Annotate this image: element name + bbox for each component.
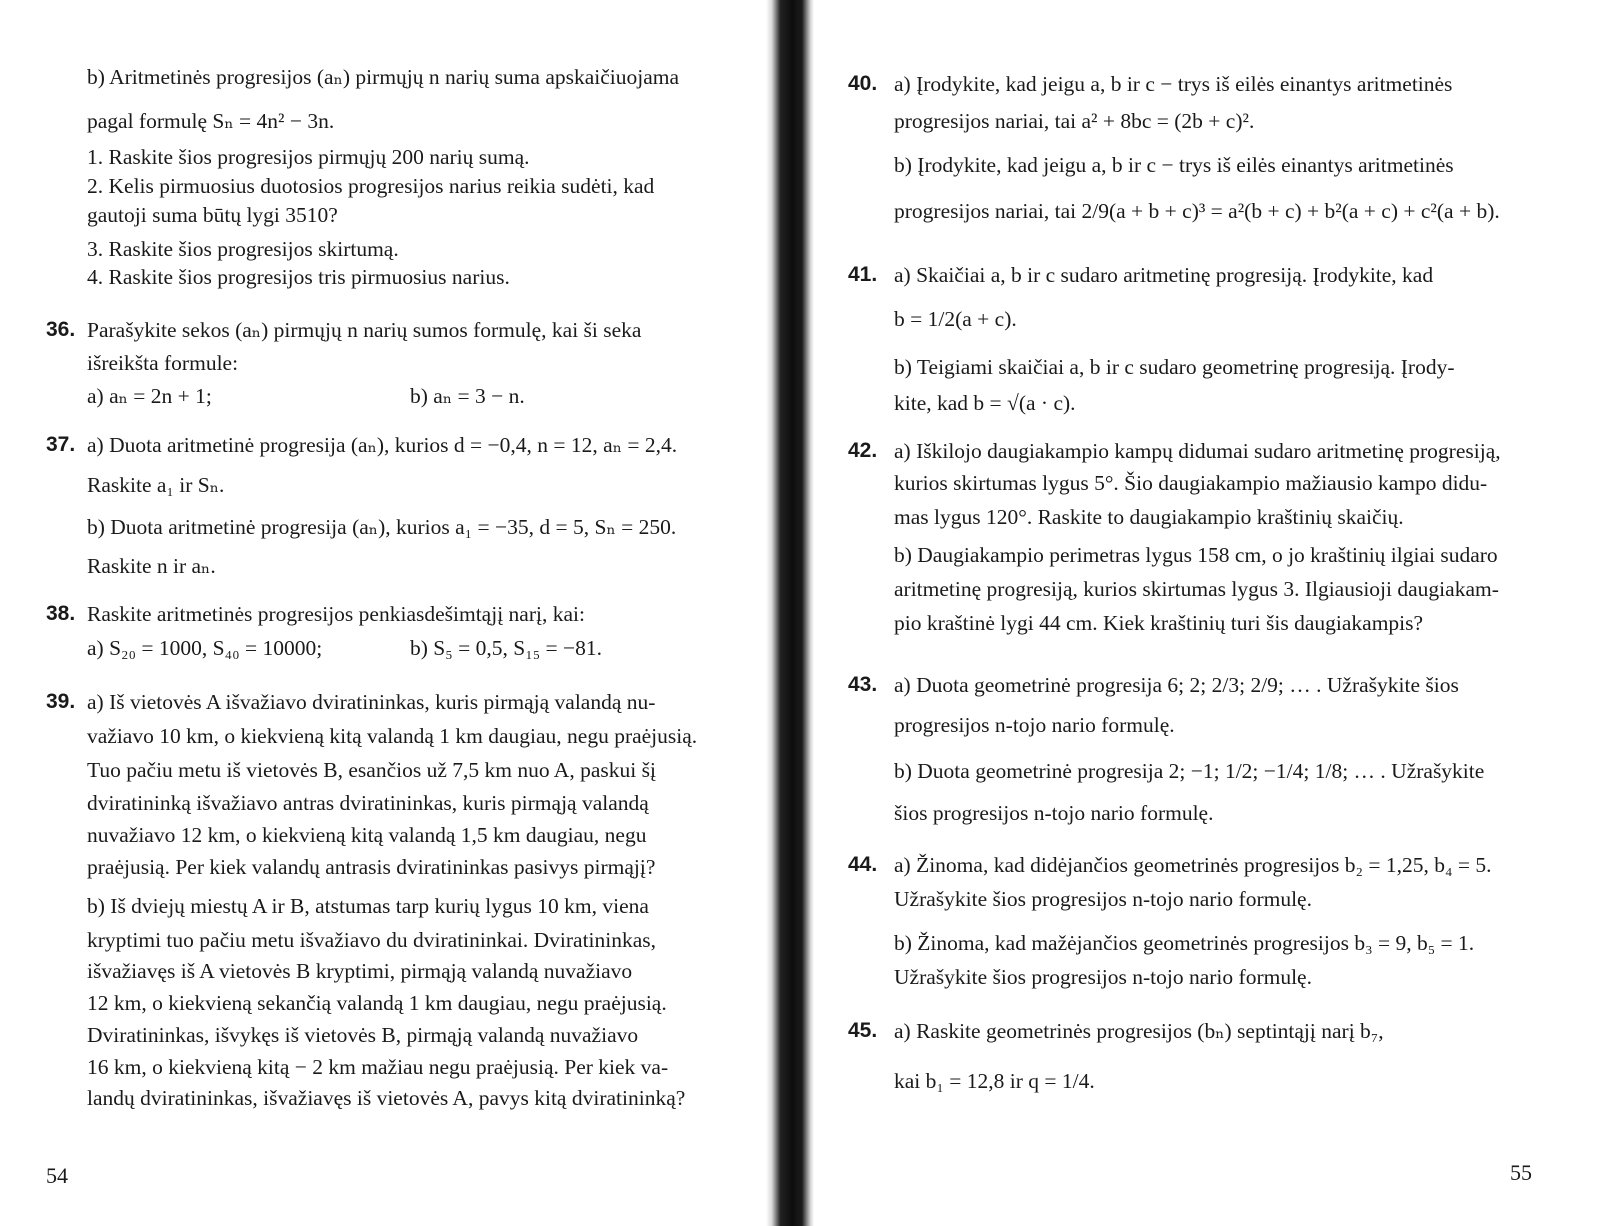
text-line: dviratininką išvažiavo antras dviratininkas, kuris pirmąją valandą [87, 791, 649, 815]
problem-number: 36. [46, 318, 76, 341]
problem-number: 44. [848, 853, 878, 876]
text-line: gautoji suma būtų lygi 3510? [87, 203, 338, 227]
text-line: progresijos nariai, tai 2/9(a + b + c)³ = a²(b + c) + b²(a + c) + c²(a + b). [894, 199, 1500, 223]
text-line: b) Duota geometrinė progresija 2; −1; 1/2; −1/4; 1/8; … . Užrašykite [894, 759, 1485, 783]
text-line: 2. Kelis pirmuosius duotosios progresijos narius reikia sudėti, kad [87, 174, 655, 198]
text-line: Dviratininkas, išvykęs iš vietovės B, pirmąją valandą nuvažiavo [87, 1023, 639, 1047]
text-line: 4. Raskite šios progresijos tris pirmuosius narius. [87, 265, 510, 289]
text-line: mas lygus 120°. Raskite to daugiakampio kraštinių skaičių. [894, 505, 1404, 529]
text-line: šios progresijos n-tojo nario formulę. [894, 801, 1214, 825]
text-line: kite, kad b = √(a · c). [894, 391, 1076, 415]
left-page [0, 0, 778, 1226]
text-line: Raskite n ir aₙ. [87, 554, 216, 578]
text-line: a) S₂₀ = 1000, S₄₀ = 10000; [87, 636, 323, 660]
text-line: pio kraštinė lygi 44 cm. Kiek kraštinių turi šis daugiakampis? [894, 611, 1424, 635]
text-line: a) Žinoma, kad didėjančios geometrinės progresijos b₂ = 1,25, b₄ = 5. [894, 853, 1492, 877]
text-line: kryptimi tuo pačiu metu išvažiavo du dviratininkai. Dviratininkas, [87, 928, 657, 952]
text-line: b) Teigiami skaičiai a, b ir c sudaro geometrinę progresiją. Įrody- [894, 355, 1455, 379]
text-line: 1. Raskite šios progresijos pirmųjų 200 narių sumą. [87, 145, 530, 169]
text-line: a) Duota geometrinė progresija 6; 2; 2/3; 2/9; … . Užrašykite šios [894, 673, 1459, 697]
problem-number: 43. [848, 673, 878, 696]
text-line: b) Aritmetinės progresijos (aₙ) pirmųjų n narių suma apskaičiuojama [87, 65, 680, 89]
right-page [808, 0, 1600, 1226]
text-line: Tuo pačiu metu iš vietovės B, esančios už 7,5 km nuo A, paskui šį [87, 758, 656, 782]
text-line: progresijos n-tojo nario formulę. [894, 713, 1175, 737]
text-line: a) Iš vietovės A išvažiavo dviratininkas, kuris pirmąją valandą nu- [87, 690, 656, 714]
text-line: a) Iškilojo daugiakampio kampų didumai sudaro aritmetinę progresiją, [894, 439, 1501, 463]
text-line: b) aₙ = 3 − n. [410, 384, 525, 408]
text-line: b) S₅ = 0,5, S₁₅ = −81. [410, 636, 603, 660]
problem-number: 45. [848, 1019, 878, 1042]
text-line: b) Duota aritmetinė progresija (aₙ), kurios a₁ = −35, d = 5, Sₙ = 250. [87, 515, 677, 539]
text-line: b) Įrodykite, kad jeigu a, b ir c − trys iš eilės einantys aritmetinės [894, 153, 1454, 177]
text-line: Raskite aritmetinės progresijos penkiasdešimtąjį narį, kai: [87, 602, 585, 626]
problem-number: 41. [848, 263, 878, 286]
text-line: 3. Raskite šios progresijos skirtumą. [87, 237, 399, 261]
text-line: a) Duota aritmetinė progresija (aₙ), kurios d = −0,4, n = 12, aₙ = 2,4. [87, 433, 678, 457]
problem-number: 38. [46, 602, 76, 625]
text-line: a) Raskite geometrinės progresijos (bₙ) septintąjį narį b₇, [894, 1019, 1384, 1043]
text-line: praėjusią. Per kiek valandų antrasis dviratininkas pasivys pirmąjį? [87, 855, 656, 879]
text-line: b) Iš dviejų miestų A ir B, atstumas tarp kurių lygus 10 km, viena [87, 894, 649, 918]
text-line: kai b₁ = 12,8 ir q = 1/4. [894, 1069, 1095, 1093]
text-line: pagal formulę Sₙ = 4n² − 3n. [87, 109, 335, 133]
text-line: Raskite a₁ ir Sₙ. [87, 473, 225, 497]
text-line: 12 km, o kiekvieną sekančią valandą 1 km daugiau, negu praėjusią. [87, 991, 667, 1015]
text-line: važiavo 10 km, o kiekvieną kitą valandą 1 km daugiau, negu praėjusią. [87, 724, 698, 748]
text-line: a) Skaičiai a, b ir c sudaro aritmetinę progresiją. Įrodykite, kad [894, 263, 1434, 287]
text-line: nuvažiavo 12 km, o kiekvieną kitą valandą 1,5 km daugiau, negu [87, 823, 647, 847]
text-line: landų dviratininkas, išvažiavęs iš vietovės A, pavys kitą dviratininką? [87, 1086, 686, 1110]
problem-number: 40. [848, 72, 878, 95]
text-line: progresijos nariai, tai a² + 8bc = (2b + c)². [894, 109, 1255, 133]
text-line: išreikšta formule: [87, 351, 239, 375]
problem-number: 42. [848, 439, 878, 462]
problem-number: 37. [46, 433, 76, 456]
text-line: b) Žinoma, kad mažėjančios geometrinės progresijos b₃ = 9, b₅ = 1. [894, 931, 1475, 955]
text-line: kurios skirtumas lygus 5°. Šio daugiakampio mažiausio kampo didu- [894, 471, 1488, 495]
text-line: išvažiavęs iš A vietovės B kryptimi, pirmąją valandą nuvažiavo [87, 959, 633, 983]
text-line: b = 1/2(a + c). [894, 307, 1017, 331]
text-line: Užrašykite šios progresijos n-tojo nario formulę. [894, 965, 1312, 989]
page-number: 54 [46, 1163, 68, 1188]
text-line: 16 km, o kiekvieną kitą − 2 km mažiau negu praėjusią. Per kiek va- [87, 1055, 669, 1079]
text-line: Užrašykite šios progresijos n-tojo nario formulę. [894, 887, 1312, 911]
text-line: aritmetinę progresiją, kurios skirtumas lygus 3. Ilgiausioji daugiakam- [894, 577, 1499, 601]
problem-number: 39. [46, 690, 76, 713]
text-line: a) aₙ = 2n + 1; [87, 384, 212, 408]
page-number: 55 [1510, 1160, 1532, 1185]
text-line: a) Įrodykite, kad jeigu a, b ir c − trys iš eilės einantys aritmetinės [894, 72, 1453, 96]
text-line: b) Daugiakampio perimetras lygus 158 cm, o jo kraštinių ilgiai sudaro [894, 543, 1498, 567]
text-line: Parašykite sekos (aₙ) pirmųjų n narių sumos formulę, kai ši seka [87, 318, 642, 342]
